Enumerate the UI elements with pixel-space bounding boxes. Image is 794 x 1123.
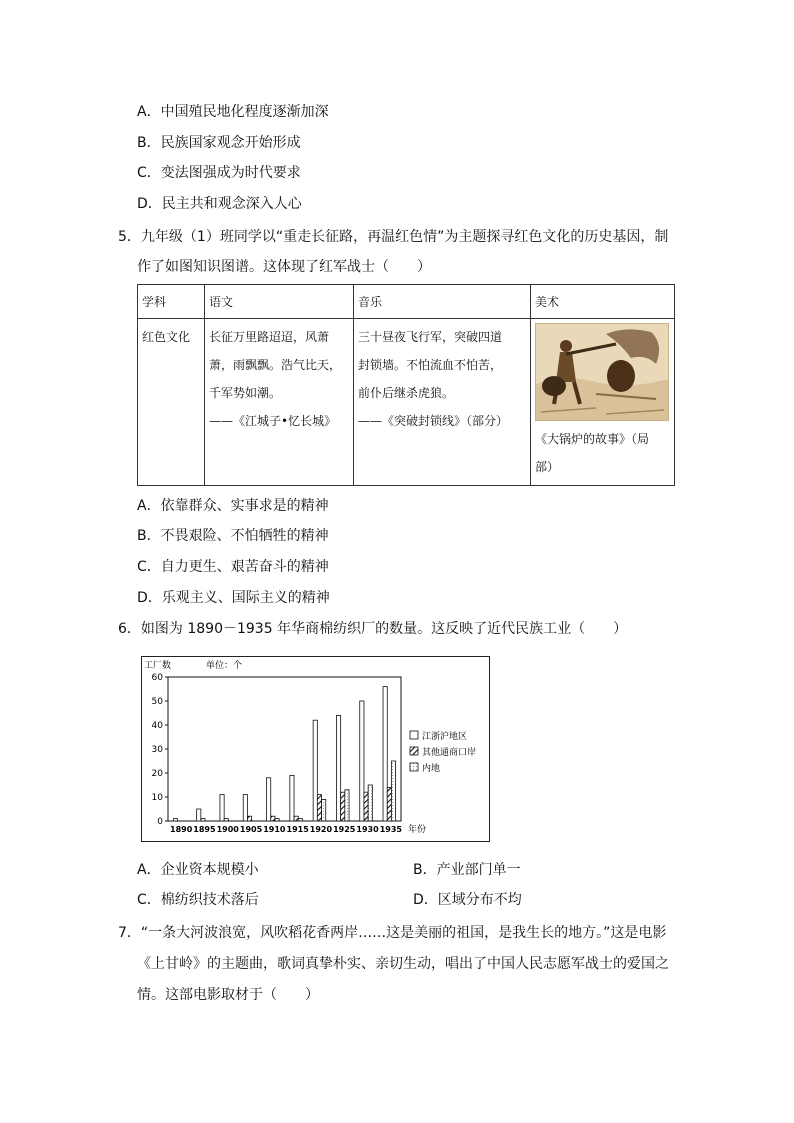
q4-option-c: C．变法图强成为时代要求 <box>137 165 301 181</box>
painting-caption: 《大锅炉的故事》（局 <box>535 432 650 446</box>
chart-svg <box>142 657 489 841</box>
bar-1 <box>220 795 224 821</box>
x-tick-label: 1915 <box>286 825 309 834</box>
bar-1 <box>360 701 364 821</box>
poem-line: 千军势如潮。 <box>209 386 282 400</box>
y-tick-label: 40 <box>151 721 163 731</box>
legend-swatch <box>410 731 418 739</box>
bar-1 <box>313 720 317 821</box>
x-tick-label: 1935 <box>379 825 402 834</box>
header-art: 美术 <box>531 285 675 319</box>
x-tick-label: 1905 <box>239 825 263 834</box>
painting-caption: 部） <box>535 460 560 474</box>
legend-label: 江浙沪地区 <box>422 732 468 742</box>
q5-option-d: D．乐观主义、国际主义的精神 <box>137 590 330 606</box>
bar-3 <box>275 819 279 821</box>
song-source: ——《突破封锁线》（部分） <box>358 414 509 428</box>
bar-1 <box>197 809 201 821</box>
q5-stem-line1: 5．九年级（1）班同学以“重走长征路，再温红色情”为主题探寻红色文化的历史基因，制 <box>118 229 669 245</box>
unit-label: 单位：个 <box>206 661 243 671</box>
x-axis-label: 年份 <box>408 825 427 835</box>
q7-line2: 《上甘岭》的主题曲，歌词真挚朴实、亲切生动，唱出了中国人民志愿军战士的爱国之 <box>137 956 669 972</box>
q4-option-a: A．中国殖民地化程度逐渐加深 <box>137 104 329 120</box>
q6-option-b: B．产业部门单一 <box>413 862 521 878</box>
bar-3 <box>391 761 395 821</box>
bar-2 <box>294 816 298 821</box>
q5-stem-line2: 作了如图知识图谱。这体现了红军战士（ ） <box>137 259 431 275</box>
y-tick-label: 0 <box>157 817 163 827</box>
bar-2 <box>201 819 205 821</box>
bar-1 <box>290 775 294 821</box>
bar-2 <box>271 816 275 821</box>
x-tick-label: 1920 <box>309 825 333 834</box>
legend-swatch <box>410 747 418 755</box>
bar-2 <box>317 795 321 821</box>
q7-line3: 情。这部电影取材于（ ） <box>137 987 319 1003</box>
legend-swatch <box>410 763 418 771</box>
legend-label: 内地 <box>422 764 441 774</box>
bar-3 <box>368 785 372 821</box>
q5-option-c: C．自力更生、艰苦奋斗的精神 <box>137 559 329 575</box>
song-line: 三十昼夜飞行军，突破四道 <box>358 330 503 344</box>
bar-2 <box>341 792 345 821</box>
bar-2 <box>387 787 391 821</box>
y-axis-label: 工厂数 <box>144 661 172 671</box>
q6-option-d: D．区域分布不均 <box>413 892 522 908</box>
x-tick-label: 1900 <box>216 825 239 834</box>
q6-stem: 6．如图为 1890－1935 年华商棉纺织厂的数量。这反映了近代民族工业（ ） <box>118 621 628 637</box>
factory-count-chart <box>141 656 490 842</box>
row-label: 红色文化 <box>138 319 205 486</box>
poem-line: 萧，雨飘飘。浩气比天， <box>209 358 342 372</box>
y-tick-label: 10 <box>151 793 163 803</box>
header-subject: 学科 <box>138 285 205 319</box>
y-tick-label: 60 <box>151 673 163 683</box>
cell-art <box>531 319 675 486</box>
poem-source: ——《江城子•忆长城》 <box>209 414 337 428</box>
bar-2 <box>364 792 368 821</box>
y-tick-label: 30 <box>151 745 163 755</box>
q4-option-b: B．民族国家观念开始形成 <box>137 135 301 151</box>
q6-option-c: C．棉纺织技术落后 <box>137 892 259 908</box>
x-tick-label: 1925 <box>333 825 356 834</box>
y-tick-label: 50 <box>151 697 163 707</box>
q4-option-d: D．民主共和观念深入人心 <box>137 196 302 212</box>
header-music: 音乐 <box>354 285 531 319</box>
x-tick-label: 1930 <box>356 825 379 834</box>
y-tick-label: 20 <box>151 769 163 779</box>
bar-1 <box>243 795 247 821</box>
table-row-red-culture <box>138 319 675 486</box>
song-line: 前仆后继杀虎狼。 <box>358 386 455 400</box>
q5-option-b: B．不畏艰险、不怕牺牲的精神 <box>137 528 329 544</box>
bar-1 <box>173 819 177 821</box>
cell-music <box>354 319 531 486</box>
poem-line: 长征万里路迢迢，风萧 <box>209 330 330 344</box>
bar-1 <box>267 778 271 821</box>
song-line: 封锁墙。不怕流血不怕苦， <box>358 358 503 372</box>
bar-2 <box>224 819 228 821</box>
x-tick-label: 1890 <box>170 825 193 834</box>
header-chinese: 语文 <box>205 285 354 319</box>
bar-3 <box>298 819 302 821</box>
bar-3 <box>322 799 326 821</box>
cell-chinese <box>205 319 354 486</box>
table-header-row <box>138 285 675 319</box>
legend-label: 其他通商口岸 <box>422 748 477 758</box>
painting-image <box>535 323 669 421</box>
x-tick-label: 1910 <box>263 825 286 834</box>
q6-option-a: A．企业资本规模小 <box>137 862 259 878</box>
bar-1 <box>383 687 387 821</box>
bar-1 <box>336 715 340 821</box>
q7-line1: 7．“一条大河波浪宽，风吹稻花香两岸……这是美丽的祖国，是我生长的地方。”这是电影 <box>118 925 667 941</box>
bar-2 <box>247 816 251 821</box>
q5-option-a: A．依靠群众、实事求是的精神 <box>137 498 329 514</box>
q5-knowledge-table <box>137 284 675 486</box>
x-tick-label: 1895 <box>193 825 216 834</box>
bar-3 <box>345 790 349 821</box>
